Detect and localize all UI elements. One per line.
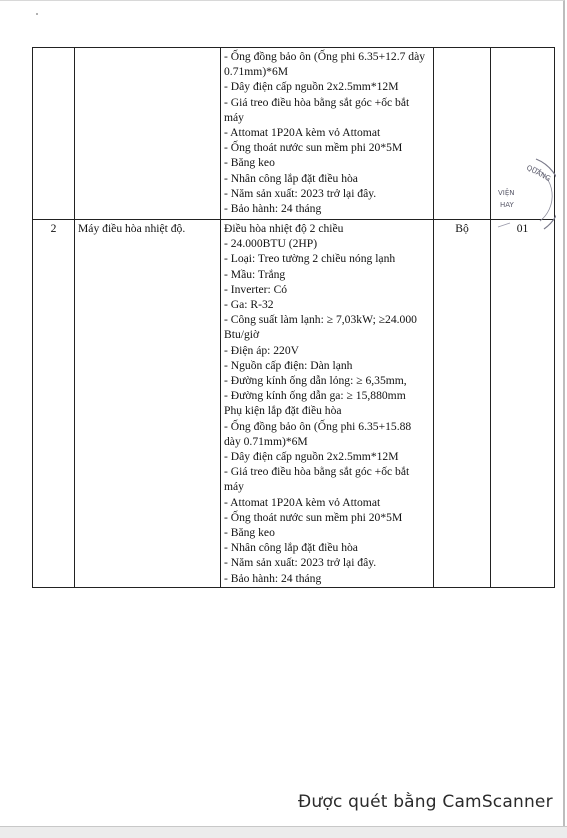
spec-line: - Giá treo điều hòa bằng sắt góc +ốc bắt máy bbox=[224, 95, 410, 124]
quantity-cell bbox=[491, 163, 555, 588]
unit-cell: Bộ bbox=[434, 220, 491, 588]
spec-line: - Attomat 1P20A kèm vỏ Attomat bbox=[224, 495, 381, 509]
spec-line: Phụ kiện lắp đặt điều hòa bbox=[224, 404, 342, 418]
spec-line: - Đường kính ống dẫn lỏng: ≥ 6,35mm, bbox=[224, 374, 407, 388]
spec-line: - Ga: R-32 bbox=[224, 298, 274, 312]
spec-cell bbox=[221, 220, 434, 588]
viewer-bottom-bar bbox=[0, 826, 567, 838]
spec-line: - Băng keo bbox=[224, 156, 275, 170]
spec-line: - Nguồn cấp điện: Dàn lạnh bbox=[224, 358, 353, 372]
spec-line: - Bảo hành: 24 tháng bbox=[224, 571, 322, 585]
spec-line: - Nhân công lắp đặt điều hòa bbox=[224, 541, 358, 555]
spec-cell bbox=[221, 48, 434, 220]
stamp-line-1: VIỆN bbox=[498, 189, 515, 197]
spec-line: - Inverter: Có bbox=[224, 282, 288, 296]
camscanner-watermark: Được quét bằng CamScanner bbox=[298, 792, 553, 812]
item-name-cell bbox=[75, 48, 221, 220]
spec-line: - Năm sản xuất: 2023 trở lại đây. bbox=[224, 186, 377, 200]
spec-line: - 24.000BTU (2HP) bbox=[224, 237, 318, 251]
spec-line: - Mầu: Trắng bbox=[224, 267, 286, 281]
stt-cell: 2 bbox=[33, 220, 75, 588]
scan-speck bbox=[36, 13, 38, 15]
spec-line: - Ống thoát nước sun mềm phi 20*5M bbox=[224, 510, 403, 524]
equipment-spec-table bbox=[32, 47, 555, 588]
spec-line: - Năm sản xuất: 2023 trở lại đây. bbox=[224, 556, 377, 570]
stamp-mark bbox=[498, 223, 510, 227]
spec-line: - Dây điện cấp nguồn 2x2.5mm*12M bbox=[224, 80, 399, 94]
spec-line: - Đường kính ống dẫn ga: ≥ 15,880mm bbox=[224, 389, 406, 403]
spec-line: - Loại: Treo tường 2 chiều nóng lạnh bbox=[224, 252, 396, 266]
quantity-value: 01 bbox=[516, 222, 529, 235]
spec-line: - Bảo hành: 24 tháng bbox=[224, 202, 322, 216]
spec-line: - Công suất làm lạnh: ≥ 7,03kW; ≥24.000 Btu/giờ bbox=[224, 313, 417, 342]
spec-line: - Ống thoát nước sun mềm phi 20*5M bbox=[224, 141, 403, 155]
spec-line: - Ống đồng bảo ôn (Ống phi 6.35+12.7 dày 0.71mm)*6M bbox=[224, 50, 426, 79]
spec-line: - Attomat 1P20A kèm vỏ Attomat bbox=[224, 126, 381, 140]
spec-line: - Điện áp: 220V bbox=[224, 343, 300, 357]
spec-line: - Ống đồng bảo ôn (Ống phi 6.35+15.88 dày 0.71mm)*6M bbox=[224, 419, 412, 448]
spec-line: - Dây điện cấp nguồn 2x2.5mm*12M bbox=[224, 450, 399, 464]
unit-cell bbox=[434, 48, 491, 220]
spec-line: - Băng keo bbox=[224, 526, 275, 540]
spec-line: - Nhân công lắp đặt điều hòa bbox=[224, 171, 358, 185]
item-name-cell: Máy điều hòa nhiệt độ. bbox=[75, 220, 221, 588]
partial-seal-stamp bbox=[496, 157, 556, 233]
quantity-wrapper bbox=[494, 163, 552, 236]
table-row-continuation bbox=[33, 48, 555, 220]
table-row-air-conditioner bbox=[33, 220, 555, 588]
stt-cell bbox=[33, 48, 75, 220]
stamp-ring-text: QUẢNG bbox=[525, 163, 552, 184]
stamp-line-2: HAY bbox=[500, 201, 514, 209]
spec-line: - Giá treo điều hòa bằng sắt góc +ốc bắt máy bbox=[224, 465, 410, 494]
spec-line: Điều hòa nhiệt độ 2 chiều bbox=[224, 222, 344, 235]
